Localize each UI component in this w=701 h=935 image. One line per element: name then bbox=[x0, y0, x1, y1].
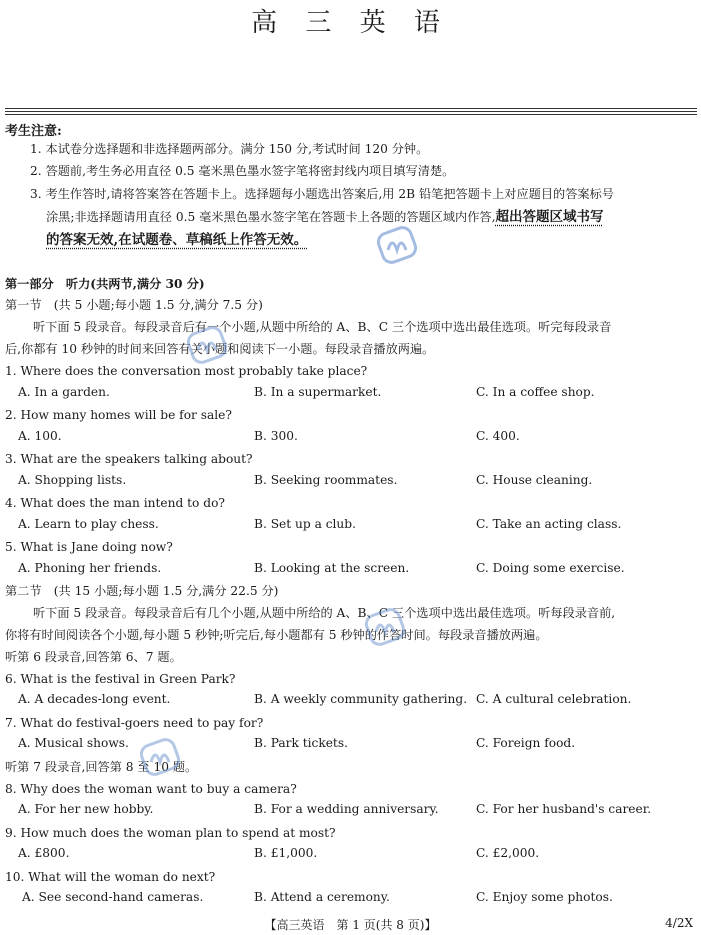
q8-option-c: C. For her husband's career. bbox=[476, 802, 652, 816]
question-2: 2. How many homes will be for sale? bbox=[5, 408, 232, 422]
question-10: 10. What will the woman do next? bbox=[5, 870, 216, 884]
notice-item-2: 2. 答题前,考生务必用直径 0.5 毫米黑色墨水签字笔将密封线内项目填写清楚。 bbox=[30, 164, 455, 178]
q6-option-a: A. A decades-long event. bbox=[18, 692, 171, 706]
q10-option-a: A. See second-hand cameras. bbox=[22, 890, 204, 904]
question-9: 9. How much does the woman plan to spend at most? bbox=[5, 826, 336, 840]
watermark-logo-icon bbox=[360, 600, 440, 660]
q4-option-c: C. Take an acting class. bbox=[476, 517, 622, 531]
exam-title: 高 三 英 语 bbox=[251, 8, 450, 38]
q6-option-c: C. A cultural celebration. bbox=[476, 692, 632, 706]
watermark-logo-icon bbox=[135, 730, 215, 790]
q3-option-a: A. Shopping lists. bbox=[18, 473, 127, 487]
notice-item-3-line-1: 3. 考生作答时,请将答案答在答题卡上。选择题每小题选出答案后,用 2B 铅笔把答题卡上对应题目的答案标号 bbox=[30, 187, 614, 201]
section2-heading: 第二节 (共 15 小题;每小题 1.5 分,满分 22.5 分) bbox=[5, 584, 279, 598]
q1-option-a: A. In a garden. bbox=[18, 385, 110, 399]
page-code: 4/2X bbox=[665, 916, 693, 930]
q7-option-c: C. Foreign food. bbox=[476, 736, 576, 750]
q3-option-b: B. Seeking roommates. bbox=[254, 473, 398, 487]
question-4: 4. What does the man intend to do? bbox=[5, 496, 225, 510]
watermark-logo-icon bbox=[180, 290, 380, 410]
section1-instruction-2: 后,你都有 10 秒钟的时间来回答有关小题和阅读下一小题。每段录音播放两遍。 bbox=[5, 342, 435, 356]
notice-item-3-text: 涂黑;非选择题请用直径 0.5 毫米黑色墨水签字笔在答题卡上各题的答题区域内作答, bbox=[46, 210, 496, 224]
question-5: 5. What is Jane doing now? bbox=[5, 540, 173, 554]
q9-option-a: A. £800. bbox=[18, 846, 70, 860]
q4-option-b: B. Set up a club. bbox=[254, 517, 356, 531]
notice-emphasis-1: 超出答题区域书写 bbox=[495, 209, 604, 225]
recording-6-instruction: 听第 6 段录音,回答第 6、7 题。 bbox=[5, 650, 182, 664]
q9-option-b: B. £1,000. bbox=[254, 846, 318, 860]
q7-option-b: B. Park tickets. bbox=[254, 736, 348, 750]
page-footer: 【高三英语 第 1 页(共 8 页)】 bbox=[264, 918, 437, 932]
q6-option-b: B. A weekly community gathering. bbox=[254, 692, 468, 706]
section1-heading: 第一节 (共 5 小题;每小题 1.5 分,满分 7.5 分) bbox=[5, 298, 263, 312]
q8-option-a: A. For her new hobby. bbox=[18, 802, 154, 816]
q1-option-c: C. In a coffee shop. bbox=[476, 385, 595, 399]
q10-option-c: C. Enjoy some photos. bbox=[476, 890, 613, 904]
notice-emphasis-2: 的答案无效,在试题卷、草稿纸上作答无效。 bbox=[46, 232, 308, 248]
question-6: 6. What is the festival in Green Park? bbox=[5, 672, 236, 686]
notice-item-1: 1. 本试卷分选择题和非选择题两部分。满分 150 分,考试时间 120 分钟。 bbox=[30, 142, 429, 156]
q1-option-b: B. In a supermarket. bbox=[254, 385, 382, 399]
q5-option-b: B. Looking at the screen. bbox=[254, 561, 410, 575]
notice-heading: 考生注意: bbox=[5, 124, 62, 139]
question-8: 8. Why does the woman want to buy a camera? bbox=[5, 782, 297, 796]
q7-option-a: A. Musical shows. bbox=[18, 736, 129, 750]
q3-option-c: C. House cleaning. bbox=[476, 473, 593, 487]
watermark-logo-icon bbox=[370, 150, 570, 270]
q8-option-b: B. For a wedding anniversary. bbox=[254, 802, 439, 816]
q2-option-b: B. 300. bbox=[254, 429, 298, 443]
question-3: 3. What are the speakers talking about? bbox=[5, 452, 253, 466]
q2-option-c: C. 400. bbox=[476, 429, 520, 443]
question-1: 1. Where does the conversation most probably take place? bbox=[5, 364, 368, 378]
q9-option-c: C. £2,000. bbox=[476, 846, 540, 860]
question-7: 7. What do festival-goers need to pay for? bbox=[5, 716, 264, 730]
q5-option-c: C. Doing some exercise. bbox=[476, 561, 625, 575]
q4-option-a: A. Learn to play chess. bbox=[18, 517, 159, 531]
q10-option-b: B. Attend a ceremony. bbox=[254, 890, 390, 904]
part1-heading: 第一部分 听力(共两节,满分 30 分) bbox=[5, 277, 205, 291]
seal-line-divider bbox=[5, 108, 697, 117]
section2-instruction-1: 听下面 5 段录音。每段录音后有几个小题,从题中所给的 A、B、C 三个选项中选出最佳选项。听每段录音前, bbox=[33, 606, 616, 620]
recording-7-instruction: 听第 7 段录音,回答第 8 至 10 题。 bbox=[5, 760, 198, 774]
section2-instruction-2: 你将有时间阅读各个小题,每小题 5 秒钟;听完后,每小题都有 5 秒钟的作答时间。每段录音播放两遍。 bbox=[5, 628, 548, 642]
section1-instruction-1: 听下面 5 段录音。每段录音后有一个小题,从题中所给的 A、B、C 三个选项中选出最佳选项。听完每段录音 bbox=[33, 320, 612, 334]
q2-option-a: A. 100. bbox=[18, 429, 62, 443]
q5-option-a: A. Phoning her friends. bbox=[18, 561, 162, 575]
